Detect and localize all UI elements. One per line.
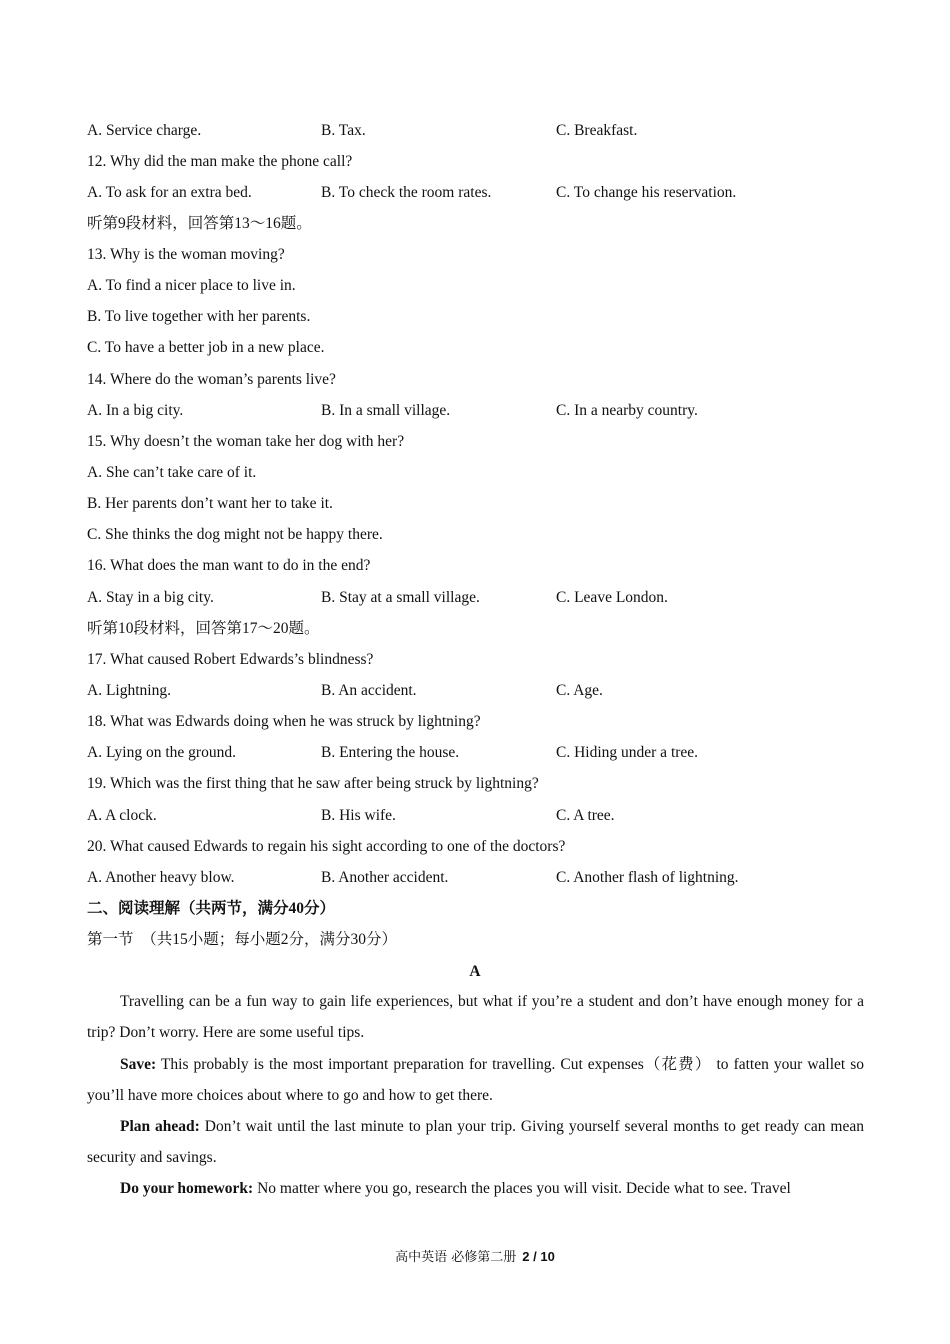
q11-option-a: A. Service charge. xyxy=(87,122,202,139)
page-number: 2 / 10 xyxy=(522,1249,555,1264)
q12-option-a: A. To ask for an extra bed. xyxy=(87,184,252,201)
page-footer xyxy=(0,1246,950,1265)
q14-option-a: A. In a big city. xyxy=(87,402,184,419)
tip-save-text: This probably is the most important preparation for travelling. Cut expenses（花费） to fatten your wallet so you’ll have more choices about where to go and how to get there. xyxy=(87,1056,864,1104)
q12-option-c: C. To change his reservation. xyxy=(556,184,737,201)
q19-option-a: A. A clock. xyxy=(87,807,157,824)
passage-tip-homework xyxy=(87,1173,864,1204)
tip-save-label: Save: xyxy=(120,1056,157,1073)
tip-plan-text: Don’t wait until the last minute to plan your trip. Giving yourself several months to get ready can mean security and savings. xyxy=(87,1118,864,1166)
q15-option-a: A. She can’t take care of it. xyxy=(87,464,257,481)
q15-option-b: B. Her parents don’t want her to take it. xyxy=(87,495,333,512)
q11-option-b: B. Tax. xyxy=(321,122,366,139)
tip-homework-text: No matter where you go, research the places you will visit. Decide what to see. Travel xyxy=(253,1180,791,1197)
passage-tip-plan xyxy=(87,1111,864,1173)
q14-option-b: B. In a small village. xyxy=(321,402,451,419)
footer-title: 高中英语 必修第二册 xyxy=(395,1250,517,1265)
q18-option-c: C. Hiding under a tree. xyxy=(556,744,699,761)
q12-question: 12. Why did the man make the phone call? xyxy=(87,153,353,170)
q15-option-c: C. She thinks the dog might not be happy there. xyxy=(87,526,383,543)
q13-option-c: C. To have a better job in a new place. xyxy=(87,339,325,356)
q19-option-b: B. His wife. xyxy=(321,807,396,824)
section10-intro: 听第10段材料，回答第17～20题。 xyxy=(87,620,320,637)
q18-option-b: B. Entering the house. xyxy=(321,744,460,761)
tip-homework-label: Do your homework: xyxy=(120,1180,254,1197)
q15-question: 15. Why doesn’t the woman take her dog with her? xyxy=(87,433,405,450)
passage-intro: Travelling can be a fun way to gain life experiences, but what if you’re a student and don’t have enough money for a trip? Don’t worry. Here are some useful tips. xyxy=(87,993,864,1041)
q12-option-b: B. To check the room rates. xyxy=(321,184,492,201)
q20-option-b: B. Another accident. xyxy=(321,869,449,886)
q16-option-b: B. Stay at a small village. xyxy=(321,589,480,606)
q14-option-c: C. In a nearby country. xyxy=(556,402,698,419)
q16-question: 16. What does the man want to do in the end? xyxy=(87,557,371,574)
q20-question: 20. What caused Edwards to regain his sight according to one of the doctors? xyxy=(87,838,566,855)
q17-option-c: C. Age. xyxy=(556,682,603,699)
q16-option-a: A. Stay in a big city. xyxy=(87,589,214,606)
q19-option-c: C. A tree. xyxy=(556,807,615,824)
q16-option-c: C. Leave London. xyxy=(556,589,668,606)
q13-option-b: B. To live together with her parents. xyxy=(87,308,311,325)
passage-tip-save xyxy=(87,1049,864,1111)
q17-option-a: A. Lightning. xyxy=(87,682,171,699)
part2-section1-heading: 第一节 （共15小题；每小题2分，满分30分） xyxy=(87,931,398,948)
q13-option-a: A. To find a nicer place to live in. xyxy=(87,277,296,294)
passage-title: A xyxy=(469,963,481,980)
tip-plan-label: Plan ahead: xyxy=(120,1118,200,1135)
q19-question: 19. Which was the first thing that he saw after being struck by lightning? xyxy=(87,775,539,792)
q14-question: 14. Where do the woman’s parents live? xyxy=(87,371,336,388)
q18-question: 18. What was Edwards doing when he was struck by lightning? xyxy=(87,713,481,730)
q13-question: 13. Why is the woman moving? xyxy=(87,246,285,263)
part2-heading: 二、阅读理解（共两节，满分40分） xyxy=(87,900,336,917)
q20-option-a: A. Another heavy blow. xyxy=(87,869,235,886)
section9-intro: 听第9段材料，回答第13～16题。 xyxy=(87,215,312,232)
q17-option-b: B. An accident. xyxy=(321,682,417,699)
q11-option-c: C. Breakfast. xyxy=(556,122,638,139)
q17-question: 17. What caused Robert Edwards’s blindness? xyxy=(87,651,374,668)
q20-option-c: C. Another flash of lightning. xyxy=(556,869,739,886)
q18-option-a: A. Lying on the ground. xyxy=(87,744,236,761)
